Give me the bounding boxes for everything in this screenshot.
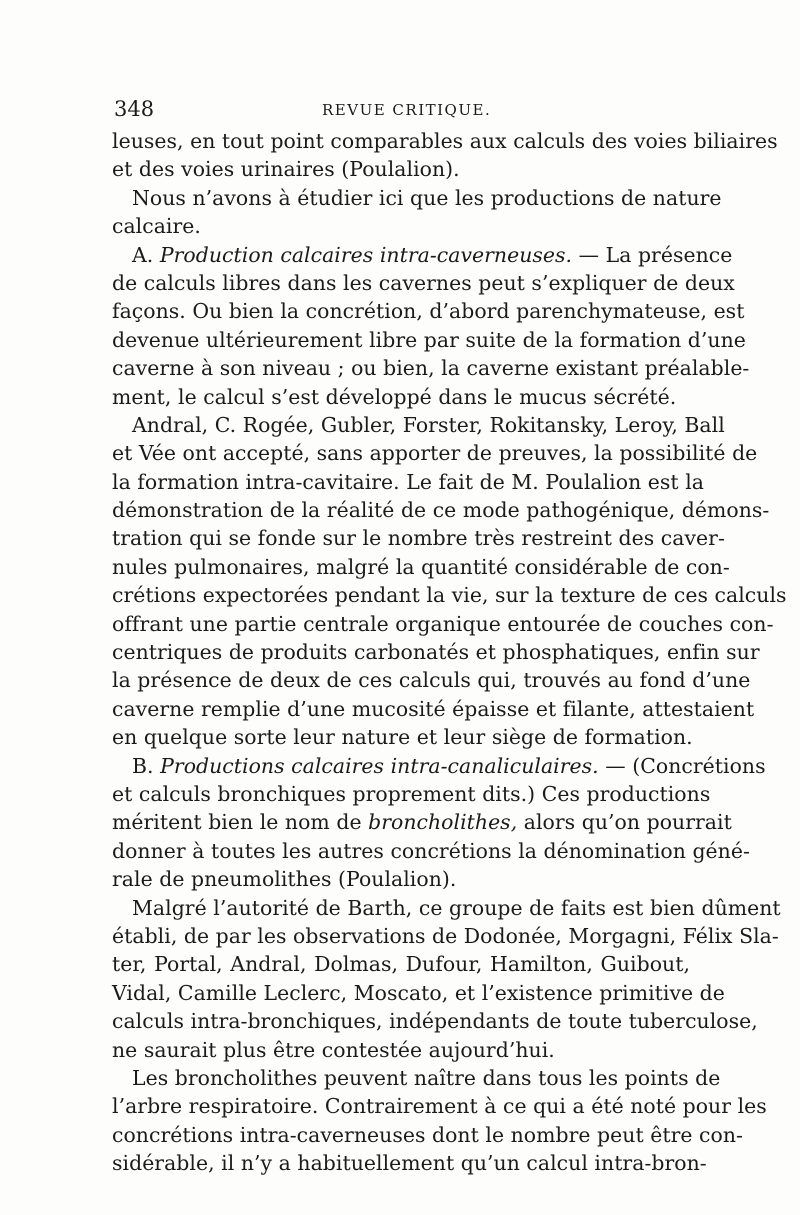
text-line: offrant une partie centrale organique entourée de couches con-	[112, 611, 774, 636]
text-line: la présence de deux de ces calculs qui, trouvés au fond d’une	[112, 668, 751, 693]
text-run: alors qu’on pourrait	[523, 810, 732, 835]
text-line: façons. Ou bien la concrétion, d’abord parenchymateuse, est	[112, 299, 745, 324]
text-line: rale de pneumolithes (Poulalion).	[112, 867, 457, 892]
text-line: donner à toutes les autres concrétions la dénomination géné-	[112, 838, 750, 863]
text-line: Malgré l’autorité de Barth, ce groupe de faits est bien dûment	[132, 895, 781, 920]
text-line: Les broncholithes peuvent naître dans tous les points de	[132, 1065, 721, 1090]
text-line: calculs intra-bronchiques, indépendants de toute tuberculose,	[112, 1009, 758, 1034]
text-line: devenue ultérieurement libre par suite de la formation d’une	[112, 327, 746, 352]
text-line: ment, le calcul s’est développé dans le mucus sécrété.	[112, 384, 677, 409]
text-line: leuses, en tout point comparables aux calculs des voies biliaires	[112, 129, 778, 153]
text-line: ter, Portal, Andral, Dolmas, Dufour, Hamilton, Guibout,	[112, 952, 690, 977]
text-line: Vidal, Camille Leclerc, Moscato, et l’existence primitive de	[112, 980, 725, 1005]
text-line: la formation intra-cavitaire. Le fait de M. Poulalion est la	[112, 469, 704, 494]
section-letter: A.	[132, 242, 154, 267]
running-header	[114, 97, 694, 125]
section-title: Production calcaires intra-caverneuses.	[159, 242, 573, 267]
text-line: de calculs libres dans les cavernes peut s’expliquer de deux	[112, 270, 735, 295]
text-line: en quelque sorte leur nature et leur siège de formation.	[112, 725, 693, 750]
italic-term: broncholithes,	[368, 810, 518, 835]
section-letter: B.	[132, 753, 154, 778]
text-line: caverne à son niveau ; ou bien, la caverne existant préalable-	[112, 356, 750, 381]
text-line: ne saurait plus être contestée aujourd’hui.	[112, 1037, 555, 1062]
text-line: calcaire.	[112, 214, 201, 239]
text-line: et Vée ont accepté, sans apporter de preuves, la possibilité de	[112, 441, 758, 466]
text-line: l’arbre respiratoire. Contrairement à ce qui a été noté pour les	[112, 1094, 767, 1119]
body-text	[112, 127, 787, 1177]
text-line: démonstration de la réalité de ce mode pathogénique, démons-	[112, 498, 770, 523]
text-run: — (Concrétions	[605, 753, 766, 778]
text-line: crétions expectorées pendant la vie, sur la texture de ces calculs	[112, 583, 787, 608]
text-line: et calculs bronchiques proprement dits.) Ces productions	[112, 781, 711, 806]
page-number: 348	[114, 97, 155, 121]
text-line: nules pulmonaires, malgré la quantité considérable de con-	[112, 554, 730, 579]
text-line: Andral, C. Rogée, Gubler, Forster, Rokitansky, Leroy, Ball	[132, 412, 725, 437]
text-line: caverne remplie d’une mucosité épaisse et filante, attestaient	[112, 696, 755, 721]
text-line	[112, 808, 732, 836]
text-line: et des voies urinaires (Poulalion).	[112, 157, 460, 182]
text-line: tration qui se fonde sur le nombre très restreint des caver-	[112, 526, 725, 551]
text-line: Nous n’avons à étudier ici que les productions de nature	[132, 185, 722, 210]
section-heading-line	[112, 752, 766, 780]
section-title: Productions calcaires intra-canaliculaires.	[160, 753, 599, 778]
text-line: sidérable, il n’y a habituellement qu’un calcul intra-bron-	[112, 1151, 707, 1176]
text-line: établi, de par les observations de Dodonée, Morgagni, Félix Sla-	[112, 923, 779, 948]
text-run: — La présence	[578, 242, 733, 267]
text-line: centriques de produits carbonatés et phosphatiques, enfin sur	[112, 640, 760, 665]
running-title: REVUE CRITIQUE.	[322, 101, 492, 119]
section-heading-line	[112, 241, 733, 269]
text-run: méritent bien le nom de	[112, 810, 362, 835]
text-line: concrétions intra-caverneuses dont le nombre peut être con-	[112, 1122, 743, 1147]
